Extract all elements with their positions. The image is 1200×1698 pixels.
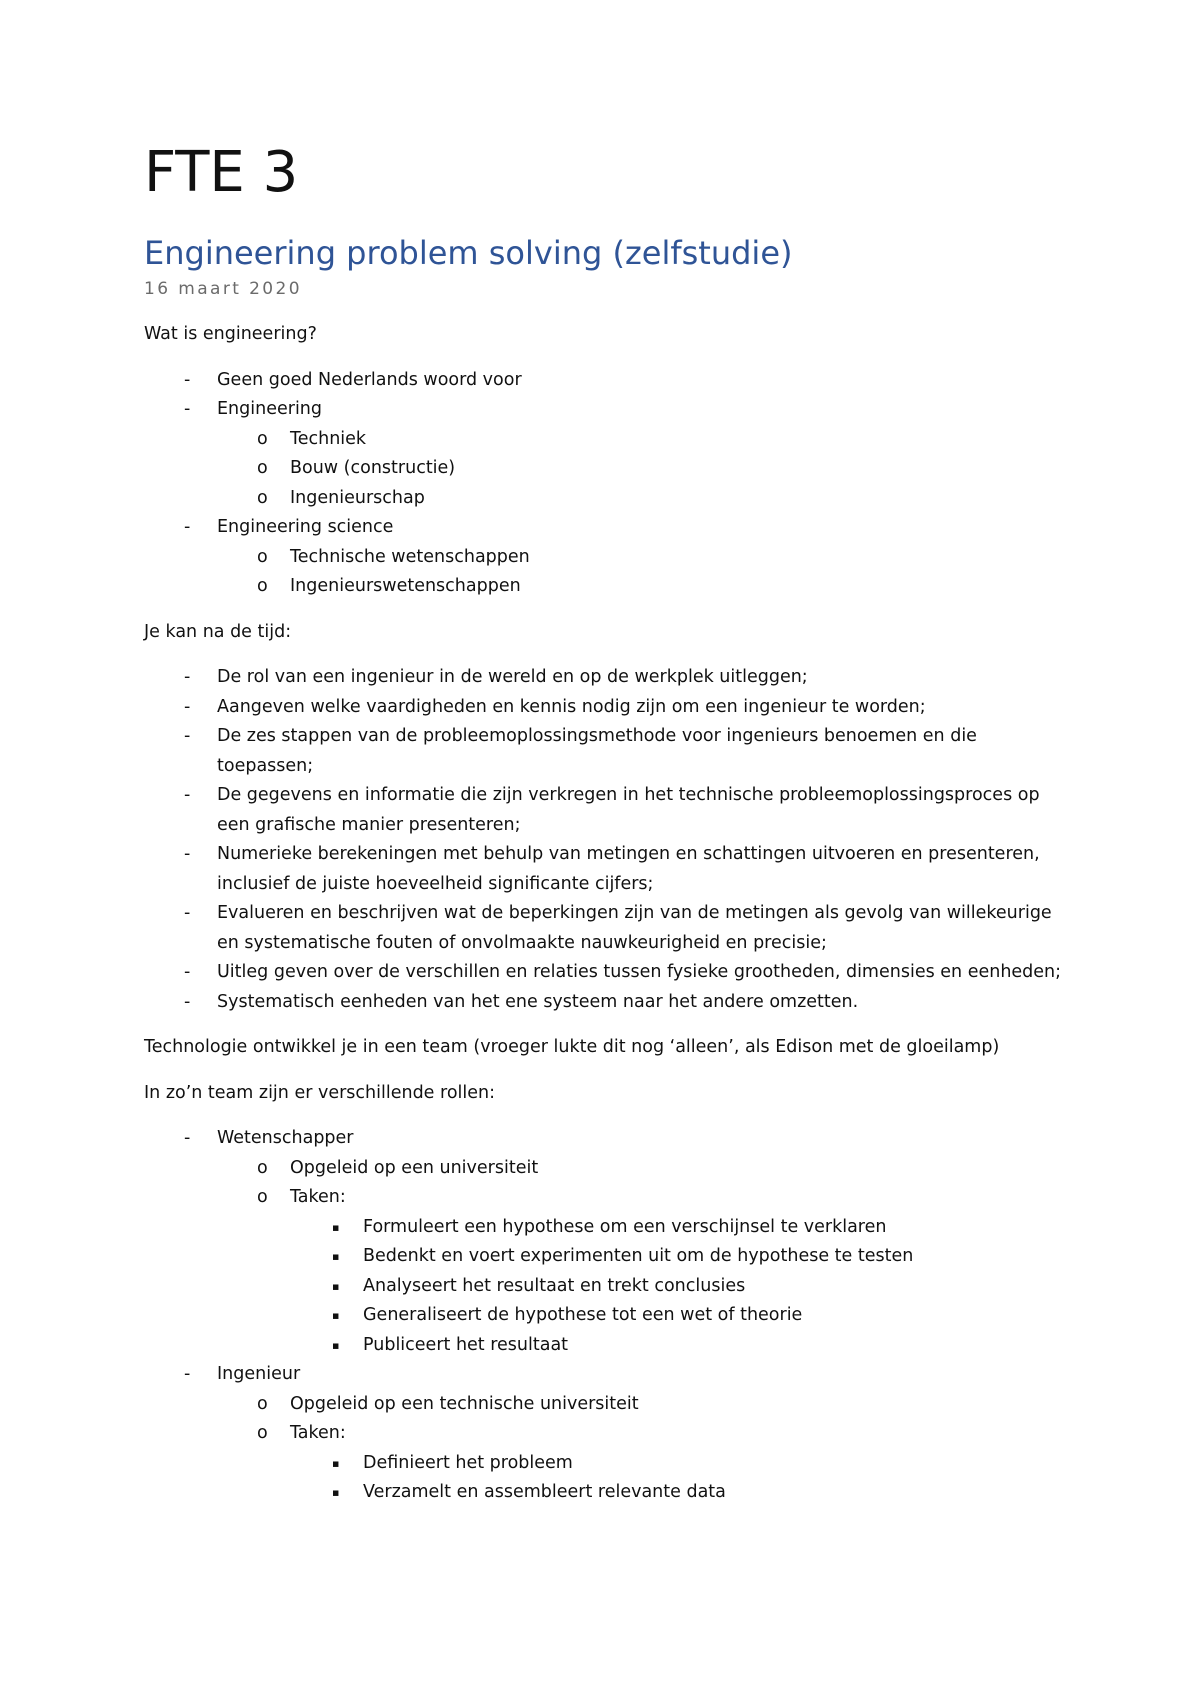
document-date: 16 maart 2020 — [144, 279, 302, 299]
learning-goals-list — [144, 663, 1064, 1017]
sub-list-item — [217, 1154, 1064, 1184]
list-item-text: De zes stappen van de probleemoplossingsmethode voor ingenieurs benoemen en die toepassen; — [217, 726, 977, 776]
task-text: Generaliseert de hypothese tot een wet of theorie — [363, 1305, 803, 1325]
sub-list-item — [217, 1183, 1064, 1360]
team-paragraph: Technologie ontwikkel je in een team (vroeger lukte dit nog ‘alleen’, als Edison met de gloeilamp) — [144, 1037, 1000, 1057]
sub-list — [217, 425, 1064, 514]
tasks-list — [290, 1213, 1064, 1361]
circle-bullet: o — [257, 1187, 268, 1207]
square-bullet: ▪ — [332, 1250, 340, 1263]
list-item — [144, 693, 1064, 723]
list-item-text: Engineering science — [217, 517, 394, 537]
task-item — [290, 1213, 1064, 1243]
task-text: Definieert het probleem — [363, 1452, 573, 1473]
list-item-text: Numerieke berekeningen met behulp van metingen en schattingen uitvoeren en presenteren, inclusief de juiste hoeveelheid significante cijfers; — [217, 844, 1040, 894]
circle-bullet: o — [257, 458, 268, 478]
list-item-text: Uitleg geven over de verschillen en relaties tussen fysieke grootheden, dimensies en eenheden; — [217, 962, 1062, 982]
question-paragraph: Wat is engineering? — [144, 324, 317, 344]
circle-bullet: o — [257, 487, 268, 508]
sub-list-item-text: Opgeleid op een technische universiteit — [290, 1393, 639, 1414]
dash-bullet: - — [184, 844, 191, 864]
list-item — [144, 781, 1064, 840]
dash-bullet: - — [184, 785, 191, 805]
sub-list-item — [217, 454, 1064, 484]
circle-bullet: o — [257, 1423, 268, 1443]
list-item — [144, 988, 1064, 1018]
task-text: Publiceert het resultaat — [363, 1334, 569, 1355]
document-body — [144, 320, 1064, 1524]
dash-bullet: - — [184, 667, 191, 687]
dash-bullet: - — [184, 1364, 191, 1384]
role-item-ingenieur — [144, 1360, 1064, 1508]
tasks-list — [290, 1449, 1064, 1508]
sub-list — [217, 1390, 1064, 1508]
list-item-text: Evalueren en beschrijven wat de beperkingen zijn van de metingen als gevolg van willekeurige en systematische fouten of onvolmaakte nauwkeurigheid en precisie; — [217, 903, 1052, 953]
list-item-text: Geen goed Nederlands woord voor — [217, 369, 522, 390]
list-item — [144, 366, 1064, 396]
sub-list-item — [217, 425, 1064, 455]
sub-list — [217, 543, 1064, 602]
square-bullet: ▪ — [332, 1338, 340, 1352]
task-text: Formuleert een hypothese om een verschijnsel te verklaren — [363, 1216, 887, 1237]
list-item — [144, 840, 1064, 899]
list-item — [144, 395, 1064, 513]
dash-bullet: - — [184, 962, 191, 982]
task-text: Analyseert het resultaat en trekt conclusies — [363, 1275, 746, 1296]
dash-bullet: - — [184, 369, 191, 390]
intro-paragraph: Je kan na de tijd: — [144, 621, 292, 642]
list-item-text: De gegevens en informatie die zijn verkregen in het technische probleemoplossingsproces op een grafische manier presenteren; — [217, 785, 1040, 835]
sub-list-item — [217, 1390, 1064, 1420]
sub-list-item — [217, 484, 1064, 514]
task-item — [290, 1272, 1064, 1302]
list-item — [144, 722, 1064, 781]
sub-list-item-text: Technische wetenschappen — [290, 546, 530, 567]
dash-bullet: - — [184, 726, 191, 746]
task-text: Bedenkt en voert experimenten uit om de hypothese te testen — [363, 1246, 914, 1266]
sub-list-item-text: Ingenieurschap — [290, 487, 425, 508]
task-item — [290, 1449, 1064, 1479]
dash-bullet: - — [184, 1128, 191, 1148]
document-subtitle: Engineering problem solving (zelfstudie) — [144, 234, 793, 272]
circle-bullet: o — [257, 1157, 268, 1178]
dash-bullet: - — [184, 903, 191, 923]
role-label: Wetenschapper — [217, 1128, 354, 1148]
list-item — [144, 958, 1064, 988]
list-item-text: Aangeven welke vaardigheden en kennis nodig zijn om een ingenieur te worden; — [217, 696, 926, 717]
sub-list-item-text: Bouw (constructie) — [290, 458, 456, 478]
sub-list — [217, 1154, 1064, 1361]
square-bullet: ▪ — [332, 1220, 340, 1234]
sub-list-item-text: Opgeleid op een universiteit — [290, 1157, 539, 1178]
circle-bullet: o — [257, 546, 268, 567]
square-bullet: ▪ — [332, 1309, 340, 1322]
sub-list-item — [217, 543, 1064, 573]
dash-bullet: - — [184, 517, 191, 537]
task-item — [290, 1331, 1064, 1361]
list-item — [144, 513, 1064, 602]
task-item — [290, 1242, 1064, 1272]
dash-bullet: - — [184, 991, 191, 1012]
list-item-text: De rol van een ingenieur in de wereld en op de werkplek uitleggen; — [217, 667, 808, 687]
sub-list-item — [217, 1419, 1064, 1508]
list-item — [144, 663, 1064, 693]
sub-list-item — [217, 572, 1064, 602]
roles-intro-paragraph: In zo’n team zijn er verschillende rollen: — [144, 1082, 495, 1103]
dash-bullet: - — [184, 696, 191, 717]
list-item-text: Engineering — [217, 399, 322, 419]
list-item — [144, 899, 1064, 958]
square-bullet: ▪ — [332, 1279, 340, 1293]
sub-list-item-text: Taken: — [290, 1423, 346, 1443]
circle-bullet: o — [257, 1393, 268, 1414]
task-text: Verzamelt en assembleert relevante data — [363, 1482, 726, 1502]
engineering-definition-list — [144, 366, 1064, 602]
square-bullet: ▪ — [332, 1456, 340, 1470]
sub-list-item-text: Techniek — [290, 428, 367, 449]
roles-list — [144, 1124, 1064, 1508]
document-title: FTE 3 — [144, 140, 299, 205]
task-item — [290, 1478, 1064, 1508]
role-item-wetenschapper — [144, 1124, 1064, 1360]
square-bullet: ▪ — [332, 1486, 340, 1499]
task-item — [290, 1301, 1064, 1331]
circle-bullet: o — [257, 428, 268, 449]
role-label: Ingenieur — [217, 1364, 301, 1384]
circle-bullet: o — [257, 576, 268, 596]
dash-bullet: - — [184, 399, 191, 419]
list-item-text: Systematisch eenheden van het ene systeem naar het andere omzetten. — [217, 991, 859, 1012]
sub-list-item-text: Taken: — [290, 1187, 346, 1207]
sub-list-item-text: Ingenieurswetenschappen — [290, 576, 521, 596]
